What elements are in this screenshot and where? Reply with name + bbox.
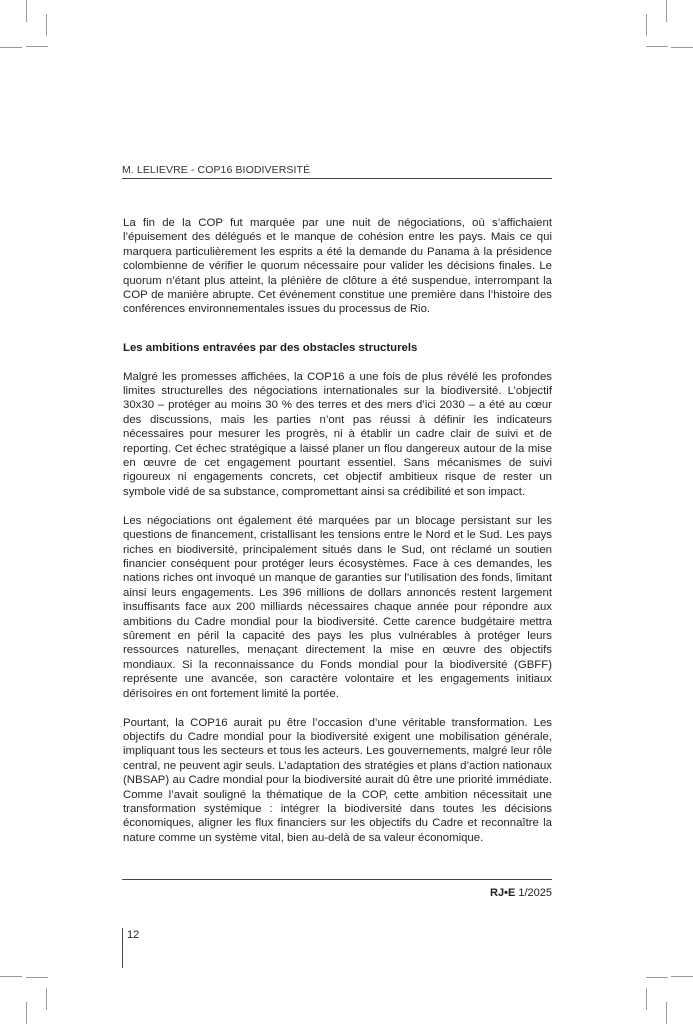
paragraph: La fin de la COP fut marquée par une nuit de négociations, où s’affichaient l’épuisement des délégués et le manque de cohésion entre les pays. Mais ce qui marquera particulièrement les esprits a été la demande du Panama à la présidence colombienne de vérifier le quorum nécessaire pour valider les décisions finales. Le quorum n’étant plus atteint, la plénière de clôture a été suspendue, interrompant la COP de manière abrupte. Cet événement constitue une première dans l’histoire des conférences environnementales issues du processus de Rio. bbox=[123, 217, 552, 316]
journal-reference bbox=[490, 887, 552, 899]
crop-mark bbox=[0, 976, 22, 977]
crop-mark bbox=[26, 977, 48, 978]
page-number: 12 bbox=[122, 928, 139, 968]
journal-name: RJ•E bbox=[490, 887, 516, 899]
crop-mark bbox=[26, 0, 27, 22]
crop-mark bbox=[46, 988, 47, 1010]
crop-mark bbox=[646, 977, 668, 978]
paragraph: Malgré les promesses affichées, la COP16 a une fois de plus révélé les profondes limites structurelles des négociations internationales sur la biodiversité. L’objectif 30x30 – protéger au moins 30 % des terres et des mers d’ici 2030 – a été au cœur des discussions, mais les parties n’ont pas réussi à définir les indicateurs nécessaires pour mesurer les progrès, ni à établir un cadre clair de suivi et de reporting. Cet échec stratégique a laissé planer un flou dangereux autour de la mise en œuvre de cet engagement pourtant essentiel. Sans mécanismes de suivi rigoureux ni engagements concrets, cet objectif ambitieux risque de rester un symbole vidé de sa substance, compromettant ainsi sa crédibilité et son impact. bbox=[123, 370, 552, 498]
crop-mark bbox=[671, 976, 693, 977]
crop-mark bbox=[646, 14, 647, 36]
section-heading: Les ambitions entravées par des obstacles structurels bbox=[123, 341, 418, 354]
crop-mark bbox=[666, 0, 667, 22]
running-head: M. LELIEVRE - COP16 BIODIVERSITÉ bbox=[122, 164, 311, 176]
footer-rule bbox=[122, 879, 552, 880]
journal-issue: 1/2025 bbox=[518, 887, 552, 899]
crop-mark bbox=[646, 46, 668, 47]
crop-mark bbox=[26, 46, 48, 47]
crop-mark bbox=[0, 47, 22, 48]
crop-mark bbox=[671, 47, 693, 48]
paragraph: Les négociations ont également été marquées par un blocage persistant sur les questions de financement, cristallisant les tensions entre le Nord et le Sud. Les pays riches en biodiversité, principalement situés dans le Sud, ont réclamé un soutien financier conséquent pour protéger leurs écosystèmes. Face à ces demandes, les nations riches ont invoqué un manque de garanties sur l’utilisation des fonds, limitant ainsi leurs engagements. Les 396 millions de dollars annoncés restent largement insuffisants face aux 200 milliards nécessaires chaque année pour répondre aux ambitions du Cadre mondial pour la biodiversité. Cette carence budgétaire mettra sûrement en péril la capacité des pays les plus vulnérables à protéger leurs ressources naturelles, menaçant directement la mise en œuvre des objectifs mondiaux. Si la reconnaissance du Fonds mondial pour la biodiversité (GBFF) représente une avancée, son caractère volontaire et les engagements initiaux dérisoires en ont fortement limité la portée. bbox=[123, 514, 552, 700]
crop-mark bbox=[646, 988, 647, 1010]
article-body bbox=[123, 216, 552, 860]
header-rule bbox=[122, 178, 552, 179]
crop-mark bbox=[46, 14, 47, 36]
crop-mark bbox=[26, 1002, 27, 1024]
paragraph: Pourtant, la COP16 aurait pu être l’occasion d’une véritable transformation. Les objectifs du Cadre mondial pour la biodiversité exigent une mobilisation générale, impliquant tous les secteurs et tous les acteurs. Les gouvernements, malgré leur rôle central, ne peuvent agir seuls. L’adaptation des stratégies et plans d’action nationaux (NBSAP) au Cadre mondial pour la biodiversité aurait dû être une priorité immédiate. Comme l’avait souligné la thématique de la COP, cette ambition nécessitait une transformation systémique : intégrer la biodiversité dans toutes les décisions économiques, aligner les flux financiers sur les objectifs du Cadre et reconnaître la nature comme un système vital, bien au-delà de sa valeur économique. bbox=[123, 716, 552, 844]
crop-mark bbox=[666, 1002, 667, 1024]
